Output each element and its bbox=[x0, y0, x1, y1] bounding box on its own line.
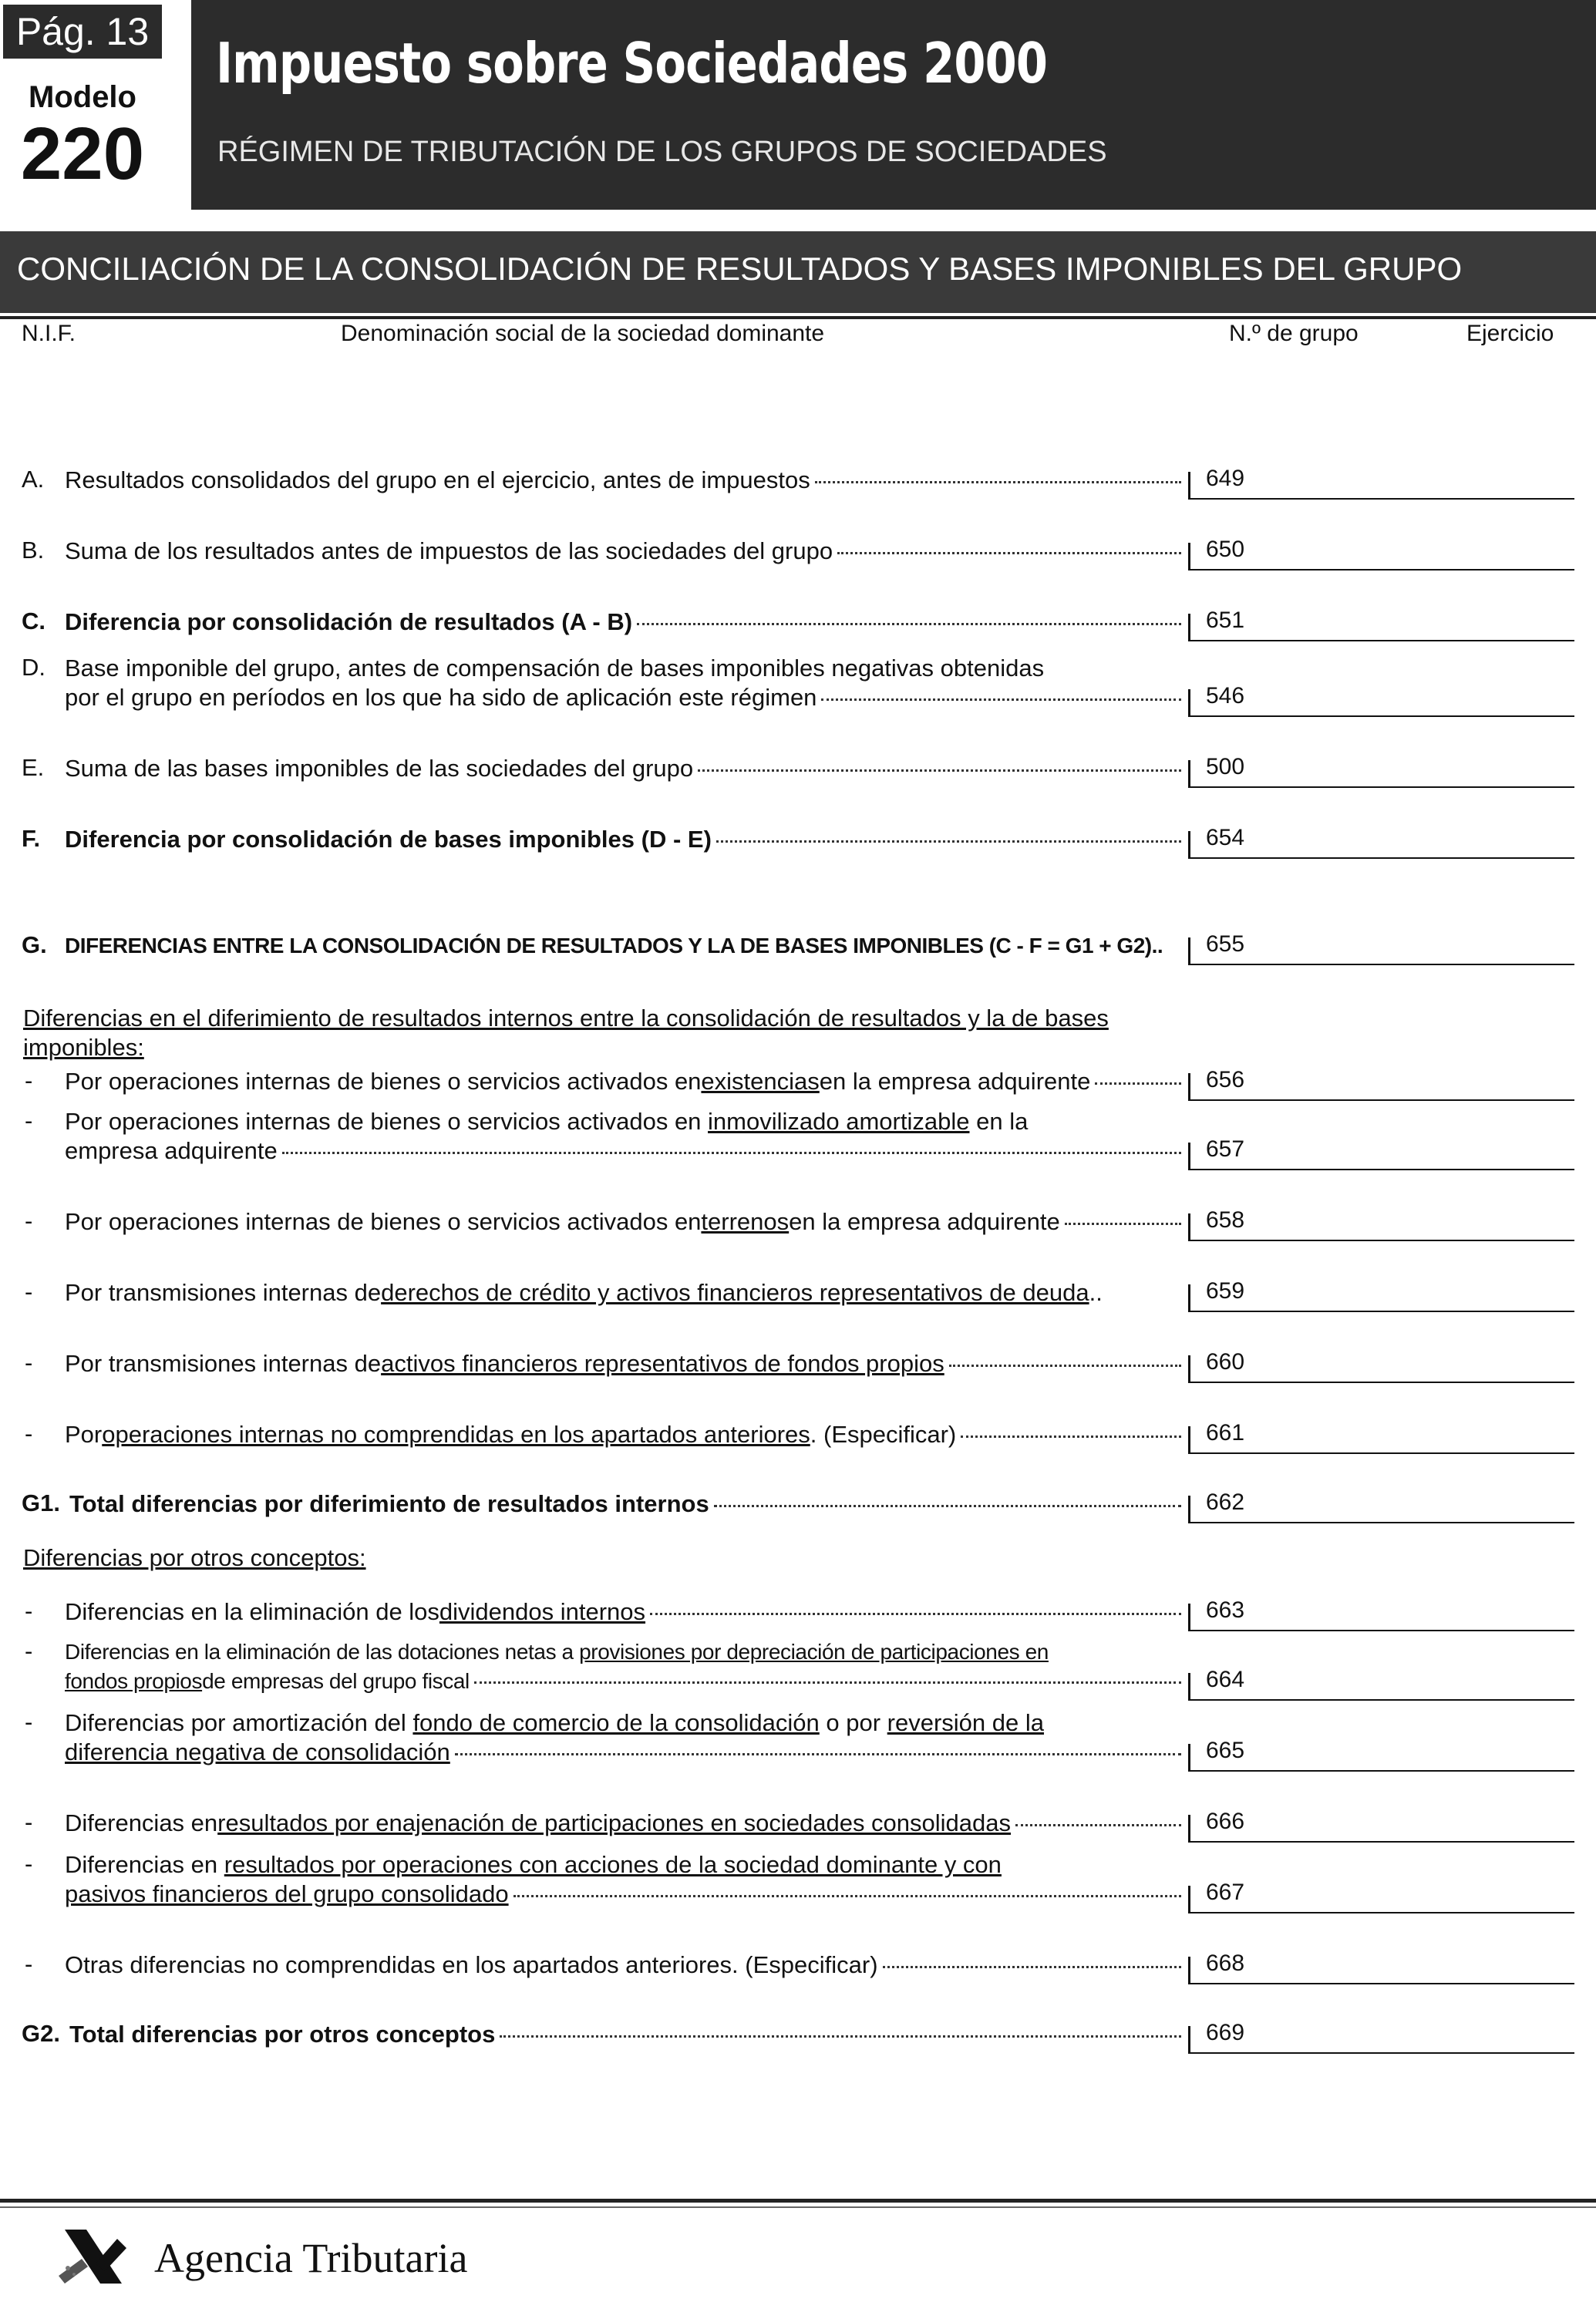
row-text: Resultados consolidados del grupo en el ejercicio, antes de impuestos bbox=[65, 466, 1181, 495]
field-669[interactable] bbox=[1241, 2023, 1565, 2049]
box-marker bbox=[1188, 831, 1190, 857]
box-marker bbox=[1188, 1426, 1190, 1452]
row-text: Diferencias en resultados por operaciones con acciones de la sociedad dominante y con pasivos financieros del grupo consolidado bbox=[65, 1850, 1181, 1909]
modelo-label: Modelo bbox=[29, 80, 136, 114]
row-text: Por operaciones internas no comprendidas en los apartados anteriores . (Especificar) bbox=[65, 1420, 1181, 1449]
section-divider bbox=[0, 316, 1596, 319]
field-661[interactable] bbox=[1241, 1423, 1565, 1449]
row-text: Total diferencias por otros conceptos bbox=[69, 2020, 1181, 2049]
box-code: 669 bbox=[1206, 2020, 1245, 2045]
field-660[interactable] bbox=[1241, 1352, 1565, 1378]
row-text: Diferencias por amortización del fondo de comercio de la consolidación o por reversión de la diferencia negativa de consolidación bbox=[65, 1708, 1181, 1767]
modelo-block bbox=[0, 0, 165, 210]
row-lead: G2. bbox=[22, 2020, 60, 2047]
box-code: 650 bbox=[1206, 537, 1245, 562]
row-text: Por operaciones internas de bienes o servicios activados en existencias en la empresa adquirente bbox=[65, 1067, 1181, 1096]
box-underline bbox=[1188, 1452, 1574, 1454]
box-code: 651 bbox=[1206, 608, 1245, 633]
nif-label: N.I.F. bbox=[22, 321, 76, 346]
agencia-tributaria-logo-icon bbox=[51, 2220, 136, 2297]
bullet-dash: - bbox=[25, 1950, 33, 1977]
box-underline bbox=[1188, 1699, 1574, 1701]
box-marker bbox=[1188, 1815, 1190, 1841]
box-marker bbox=[1188, 543, 1190, 569]
box-underline bbox=[1188, 1912, 1574, 1913]
box-underline bbox=[1188, 498, 1574, 500]
field-664[interactable] bbox=[1241, 1670, 1565, 1696]
field-666[interactable] bbox=[1241, 1812, 1565, 1838]
box-underline bbox=[1188, 1983, 1574, 1984]
field-546[interactable] bbox=[1241, 686, 1565, 712]
field-500[interactable] bbox=[1241, 757, 1565, 783]
box-code: 657 bbox=[1206, 1136, 1245, 1162]
box-underline bbox=[1188, 1099, 1574, 1101]
ejercicio-label: Ejercicio bbox=[1466, 321, 1554, 346]
bullet-dash: - bbox=[25, 1107, 33, 1134]
box-marker bbox=[1188, 760, 1190, 786]
box-marker bbox=[1188, 1604, 1190, 1630]
denominacion-label: Denominación social de la sociedad dominante bbox=[341, 321, 825, 346]
row-text: Diferencias en la eliminación de los dividendos internos bbox=[65, 1597, 1181, 1627]
box-underline bbox=[1188, 1841, 1574, 1843]
box-marker bbox=[1188, 937, 1190, 964]
row-lead: C. bbox=[22, 608, 45, 634]
box-underline bbox=[1188, 1311, 1574, 1312]
field-659[interactable] bbox=[1241, 1281, 1565, 1308]
box-marker bbox=[1188, 614, 1190, 640]
field-654[interactable] bbox=[1241, 828, 1565, 854]
field-667[interactable] bbox=[1241, 1883, 1565, 1909]
bullet-dash: - bbox=[25, 1278, 33, 1305]
section-title: CONCILIACIÓN DE LA CONSOLIDACIÓN DE RESULTADOS Y BASES IMPONIBLES DEL GRUPO bbox=[17, 251, 1463, 287]
box-underline bbox=[1188, 857, 1574, 859]
box-marker bbox=[1188, 1886, 1190, 1912]
field-663[interactable] bbox=[1241, 1600, 1565, 1627]
row-lead: D. bbox=[22, 654, 45, 681]
footer-divider-thin bbox=[0, 2206, 1596, 2208]
bullet-dash: - bbox=[25, 1637, 33, 1664]
box-code: 655 bbox=[1206, 931, 1245, 957]
box-marker bbox=[1188, 1957, 1190, 1983]
row-text: Suma de los resultados antes de impuestos de las sociedades del grupo bbox=[65, 537, 1181, 566]
box-code: 658 bbox=[1206, 1207, 1245, 1233]
box-code: 659 bbox=[1206, 1278, 1245, 1304]
box-code: 660 bbox=[1206, 1349, 1245, 1375]
row-lead: G1. bbox=[22, 1489, 60, 1516]
box-underline bbox=[1188, 1522, 1574, 1523]
row-text: DIFERENCIAS ENTRE LA CONSOLIDACIÓN DE RESULTADOS Y LA DE BASES IMPONIBLES (C - F = G1 + G2).. bbox=[65, 934, 1163, 958]
row-text: Suma de las bases imponibles de las sociedades del grupo bbox=[65, 754, 1181, 783]
row-lead: E. bbox=[22, 754, 45, 781]
row-lead: F. bbox=[22, 825, 41, 852]
box-code: 662 bbox=[1206, 1489, 1245, 1515]
form-title: Impuesto sobre Sociedades 2000 bbox=[216, 31, 1048, 96]
bullet-dash: - bbox=[25, 1597, 33, 1624]
box-marker bbox=[1188, 1673, 1190, 1699]
box-underline bbox=[1188, 1382, 1574, 1383]
bullet-dash: - bbox=[25, 1067, 33, 1094]
row-text: Diferencia por consolidación de bases imponibles (D - E) bbox=[65, 825, 1181, 854]
field-665[interactable] bbox=[1241, 1741, 1565, 1767]
row-text: Otras diferencias no comprendidas en los apartados anteriores. (Especificar) bbox=[65, 1950, 1181, 1980]
box-marker bbox=[1188, 1496, 1190, 1522]
box-underline bbox=[1188, 640, 1574, 641]
box-marker bbox=[1188, 1355, 1190, 1382]
row-text: Por operaciones internas de bienes o servicios activados en terrenos en la empresa adquirente bbox=[65, 1207, 1181, 1237]
box-code: 546 bbox=[1206, 683, 1245, 708]
box-code: 663 bbox=[1206, 1597, 1245, 1623]
box-code: 500 bbox=[1206, 754, 1245, 779]
box-marker bbox=[1188, 1213, 1190, 1240]
field-650[interactable] bbox=[1241, 540, 1565, 566]
field-657[interactable] bbox=[1241, 1139, 1565, 1166]
field-649[interactable] bbox=[1241, 469, 1565, 495]
grupo-label: N.º de grupo bbox=[1229, 321, 1359, 346]
row-text: Por operaciones internas de bienes o servicios activados en inmovilizado amortizable en la empresa adquirente bbox=[65, 1107, 1181, 1166]
row-text: Por transmisiones internas de derechos de crédito y activos financieros representativos de deuda .. bbox=[65, 1279, 1103, 1306]
box-marker bbox=[1188, 1143, 1190, 1169]
row-lead: A. bbox=[22, 466, 45, 493]
box-marker bbox=[1188, 1284, 1190, 1311]
box-code: 656 bbox=[1206, 1067, 1245, 1092]
box-underline bbox=[1188, 1240, 1574, 1241]
box-marker bbox=[1188, 1073, 1190, 1099]
row-lead: B. bbox=[22, 537, 45, 564]
row-text: Diferencias en la eliminación de las dotaciones netas a provisiones por depreciación de participaciones en fondos propios de empresas del grupo fiscal bbox=[65, 1637, 1181, 1696]
bullet-dash: - bbox=[25, 1850, 33, 1877]
box-underline bbox=[1188, 569, 1574, 570]
field-655[interactable] bbox=[1241, 934, 1565, 961]
bullet-dash: - bbox=[25, 1708, 33, 1735]
bullet-dash: - bbox=[25, 1207, 33, 1234]
box-marker bbox=[1188, 1744, 1190, 1770]
row-text: Diferencia por consolidación de resultados (A - B) bbox=[65, 608, 1181, 637]
agency-name: Agencia Tributaria bbox=[154, 2235, 468, 2281]
box-code: 667 bbox=[1206, 1880, 1245, 1905]
box-underline bbox=[1188, 1770, 1574, 1772]
modelo-number: 220 bbox=[20, 113, 145, 195]
box-code: 649 bbox=[1206, 466, 1245, 491]
box-underline bbox=[1188, 786, 1574, 788]
row-text: Base imponible del grupo, antes de compensación de bases imponibles negativas obtenidas por el grupo en períodos en los que ha sido de aplicación este régimen bbox=[65, 654, 1181, 712]
others-title: Diferencias por otros conceptos: bbox=[23, 1544, 366, 1571]
deferral-title: Diferencias en el diferimiento de resultados internos entre la consolidación de resultados y la de bases imponibles: bbox=[23, 1005, 1109, 1061]
row-text: Total diferencias por diferimiento de resultados internos bbox=[69, 1489, 1181, 1519]
form-subtitle: RÉGIMEN DE TRIBUTACIÓN DE LOS GRUPOS DE SOCIEDADES bbox=[217, 136, 1107, 168]
box-code: 665 bbox=[1206, 1738, 1245, 1763]
bullet-dash: - bbox=[25, 1420, 33, 1447]
field-658[interactable] bbox=[1241, 1210, 1565, 1237]
box-marker bbox=[1188, 689, 1190, 715]
row-text: Por transmisiones internas de activos financieros representativos de fondos propios bbox=[65, 1349, 1181, 1378]
field-668[interactable] bbox=[1241, 1954, 1565, 1980]
box-code: 661 bbox=[1206, 1420, 1245, 1446]
box-code: 654 bbox=[1206, 825, 1245, 850]
box-underline bbox=[1188, 964, 1574, 965]
box-code: 668 bbox=[1206, 1950, 1245, 1976]
box-underline bbox=[1188, 715, 1574, 717]
box-marker bbox=[1188, 472, 1190, 498]
page-number: Pág. 13 bbox=[3, 5, 162, 59]
row-lead: G. bbox=[22, 931, 47, 958]
bullet-dash: - bbox=[25, 1349, 33, 1376]
field-662[interactable] bbox=[1241, 1493, 1565, 1519]
footer-divider bbox=[0, 2199, 1596, 2203]
row-text: Diferencias en resultados por enajenación de participaciones en sociedades consolidadas bbox=[65, 1809, 1181, 1838]
box-code: 664 bbox=[1206, 1667, 1245, 1692]
box-underline bbox=[1188, 2052, 1574, 2054]
box-marker bbox=[1188, 2026, 1190, 2052]
box-underline bbox=[1188, 1169, 1574, 1170]
bullet-dash: - bbox=[25, 1809, 33, 1836]
field-656[interactable] bbox=[1241, 1070, 1565, 1096]
box-code: 666 bbox=[1206, 1809, 1245, 1834]
field-651[interactable] bbox=[1241, 611, 1565, 637]
box-underline bbox=[1188, 1630, 1574, 1631]
